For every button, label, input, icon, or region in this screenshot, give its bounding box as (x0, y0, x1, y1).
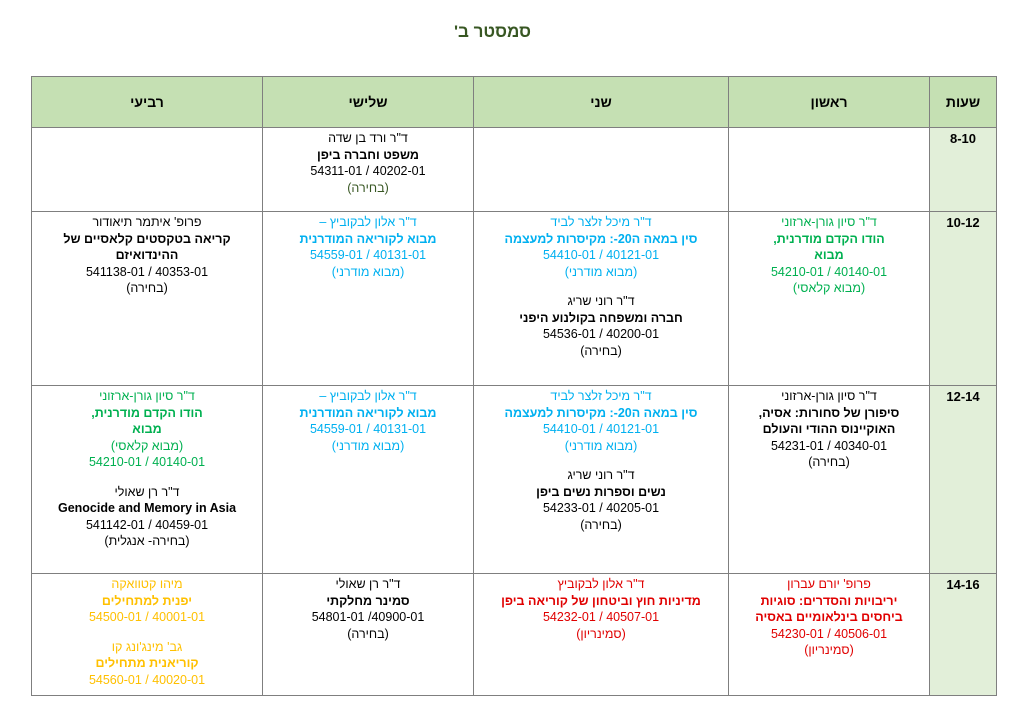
header-sunday: ראשון (729, 77, 930, 128)
course-detail: (בחירה) (126, 281, 168, 295)
course-detail: ד"ר אלון לבקוביץ (557, 577, 645, 591)
hour-cell: 14-16 (930, 574, 997, 696)
course-title: מבוא לקוריאה המודרנית (299, 405, 437, 420)
table-row (32, 128, 997, 212)
course-title: סין במאה ה20-: מקיסרות למעצמה (504, 405, 698, 420)
schedule-table (31, 76, 997, 696)
course-title: Genocide and Memory in Asia (57, 501, 237, 515)
course-title: קוריאנית מתחילים (95, 656, 199, 670)
course-cell-sunday (729, 128, 930, 212)
course-cell-tuesday (263, 212, 474, 386)
course-title: מדיניות חוץ וביטחון של קוריאה ביפן (501, 593, 701, 608)
course-detail: ד"ר רן שאולי (114, 484, 180, 499)
course-detail: ד"ר אלון לבקוביץ – (319, 215, 417, 229)
course-detail: גב' מינג'ונג קו (111, 639, 183, 654)
course-detail: ד"ר מיכל זלצר לביד (550, 215, 652, 229)
course-entry (478, 467, 724, 533)
course-detail: 40121-01 / 54410-01 (542, 422, 660, 436)
course-entry (733, 388, 925, 471)
course-detail: 40020-01 / 54560-01 (88, 672, 206, 687)
table-row (32, 574, 997, 696)
course-cell-wednesday (32, 574, 263, 696)
course-detail: ד"ר סיון גורן-ארזוני (99, 389, 195, 403)
course-detail: 40507-01 / 54232-01 (542, 610, 660, 624)
course-detail: 40900-01/ 54801-01 (311, 610, 425, 624)
course-detail: (מבוא מודרני) (564, 264, 638, 279)
course-cell-monday (474, 128, 729, 212)
course-detail: 40459-01 / 541142-01 (85, 517, 209, 532)
course-detail: ד"ר רן שאולי (335, 577, 401, 591)
course-detail: 40140-01 / 54210-01 (88, 455, 206, 469)
course-detail: ד"ר ורד בן שדה (328, 131, 408, 145)
course-detail: ד"ר סיון גורן-ארזוני (781, 215, 877, 229)
course-entry (267, 214, 469, 280)
course-title: ההינדואיזם (115, 248, 179, 262)
course-title: מבוא (132, 422, 162, 436)
course-detail: 40131-01 / 54559-01 (309, 248, 427, 262)
course-detail: 40200-01 / 54536-01 (542, 327, 660, 341)
course-title: משפט וחברה ביפן (317, 147, 419, 162)
course-title: סמינר מחלקתי (326, 593, 410, 608)
course-entry (36, 484, 258, 550)
course-cell-wednesday (32, 128, 263, 212)
course-entry (36, 639, 258, 689)
page-title: סמסטר ב' (453, 22, 532, 41)
course-entry (267, 130, 469, 196)
course-detail: (מבוא קלאסי) (792, 281, 866, 295)
course-detail: ד"ר אלון לבקוביץ – (319, 389, 417, 403)
course-detail: 40340-01 / 54231-01 (770, 438, 888, 453)
course-detail: (בחירה) (347, 180, 389, 195)
header-tuesday: שלישי (263, 77, 474, 128)
course-detail: (סמינריון) (576, 626, 626, 641)
course-detail: 40001-01 / 54500-01 (88, 610, 206, 624)
course-entry (267, 576, 469, 642)
course-cell-wednesday (32, 386, 263, 574)
course-detail: פרופ' יורם עברון (787, 577, 871, 591)
course-detail: 40506-01 / 54230-01 (770, 626, 888, 641)
course-title: יריבויות והסדרים: סוגיות (760, 593, 898, 608)
hour-cell: 8-10 (930, 128, 997, 212)
course-title: סין במאה ה20-: מקיסרות למעצמה (504, 231, 698, 246)
course-detail: (מבוא מודרני) (564, 438, 638, 453)
course-title: האוקיינוס ההודי והעולם (762, 422, 896, 436)
course-cell-monday (474, 574, 729, 696)
course-detail: (מבוא מודרני) (331, 438, 405, 453)
course-cell-sunday (729, 574, 930, 696)
course-entry (267, 388, 469, 454)
course-title: חברה ומשפחה בקולנוע היפני (519, 310, 683, 325)
course-detail: 40205-01 / 54233-01 (542, 501, 660, 515)
course-title: נשים וספרות נשים ביפן (536, 484, 666, 499)
course-cell-sunday (729, 212, 930, 386)
course-title: הודו הקדם מודרנית, (773, 231, 885, 246)
course-detail: (מבוא קלאסי) (110, 438, 184, 453)
course-entry (733, 576, 925, 659)
header-row (32, 77, 997, 128)
course-detail: (סמינריון) (804, 643, 854, 657)
course-detail: (בחירה) (580, 343, 622, 358)
course-title: סיפורן של סחורות: אסיה, (758, 405, 900, 420)
course-detail: פרופ' איתמר תיאודור (92, 215, 202, 229)
header-wednesday: רביעי (32, 77, 263, 128)
course-cell-tuesday (263, 386, 474, 574)
table-row (32, 386, 997, 574)
course-detail: 40140-01 / 54210-01 (770, 264, 888, 279)
course-detail: מיהו קטוואקה (111, 577, 183, 591)
header-monday: שני (474, 77, 729, 128)
course-entry (36, 388, 258, 471)
course-title: הודו הקדם מודרנית, (91, 405, 203, 420)
course-title: קריאה בטקסטים קלאסיים של (63, 231, 231, 246)
table-row (32, 212, 997, 386)
course-detail: 40353-01 / 541138-01 (85, 264, 209, 279)
course-entry (733, 214, 925, 297)
course-detail: 40202-01 / 54311-01 (310, 164, 426, 178)
course-title: יפנית למתחילים (101, 593, 193, 608)
course-title: ביחסים בינלאומיים באסיה (755, 610, 903, 624)
course-detail: 40131-01 / 54559-01 (309, 422, 427, 436)
hour-cell: 10-12 (930, 212, 997, 386)
course-detail: (בחירה- אנגלית) (104, 534, 190, 548)
course-detail: ד"ר מיכל זלצר לביד (550, 389, 652, 403)
course-entry (478, 214, 724, 280)
course-detail: (בחירה) (347, 626, 389, 641)
course-detail: 40121-01 / 54410-01 (542, 248, 660, 262)
hour-cell: 12-14 (930, 386, 997, 574)
course-detail: ד"ר רוני שריג (567, 468, 635, 482)
course-cell-sunday (729, 386, 930, 574)
course-cell-tuesday (263, 574, 474, 696)
course-detail: (בחירה) (808, 455, 850, 469)
course-detail: ד"ר סיון גורן-ארזוני (781, 389, 877, 403)
course-entry (478, 576, 724, 642)
course-detail: ד"ר רוני שריג (567, 294, 635, 308)
course-entry (36, 214, 258, 297)
course-title: מבוא (814, 248, 844, 262)
header-hours: שעות (930, 77, 997, 128)
course-cell-monday (474, 212, 729, 386)
course-cell-wednesday (32, 212, 263, 386)
course-cell-tuesday (263, 128, 474, 212)
course-entry (36, 576, 258, 626)
course-cell-monday (474, 386, 729, 574)
course-detail: (מבוא מודרני) (331, 264, 405, 279)
course-detail: (בחירה) (580, 517, 622, 532)
course-title: מבוא לקוריאה המודרנית (299, 231, 437, 246)
course-entry (478, 388, 724, 454)
course-entry (478, 293, 724, 359)
